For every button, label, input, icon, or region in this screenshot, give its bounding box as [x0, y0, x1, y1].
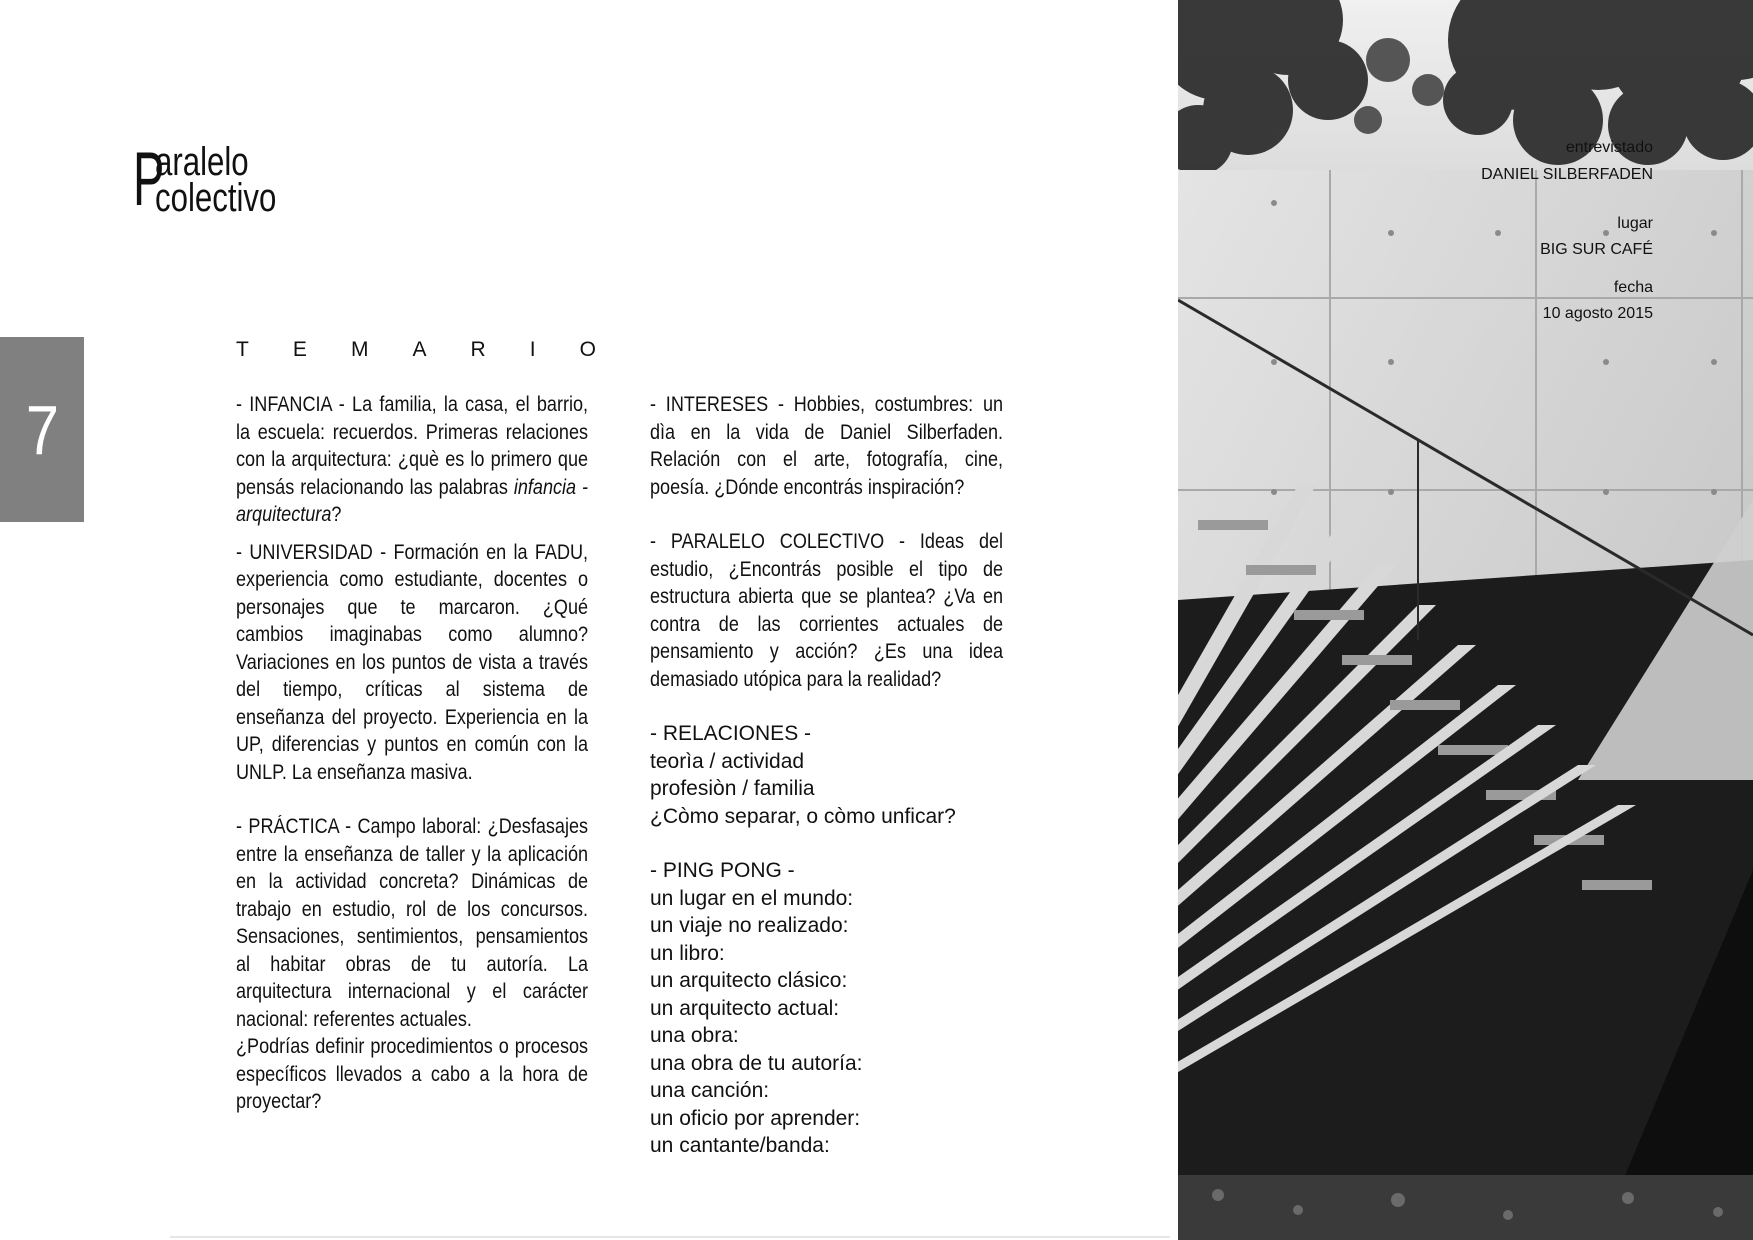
topic-infancia — [236, 391, 588, 529]
intereses-text: - INTERESES - Hobbies, costumbres: un dìa en la vida de Daniel Silberfaden. Relación con el arte, fotografía, cine, poesía. ¿Dónde encontrás inspiración? — [650, 393, 1004, 499]
right-column — [650, 391, 1003, 1160]
page-number: 7 — [25, 390, 59, 469]
place-label: lugar — [1617, 215, 1653, 232]
interviewee-label: entrevistado — [1565, 139, 1653, 156]
date-value: 10 agosto 2015 — [1542, 305, 1653, 322]
paralelo-text: - PARALELO COLECTIVO - Ideas del estudio, ¿Encontrás posible el tipo de estructura abierta que se plantea? ¿Va en contra de las corrientes actuales de pensamiento y acción? ¿Es una idea demasiado utópica para la realidad? — [650, 530, 1004, 691]
date-label: fecha — [1613, 279, 1653, 296]
list-item: profesiòn / familia — [650, 777, 815, 800]
stair-tread — [1390, 700, 1460, 710]
topic-intereses — [650, 391, 1003, 501]
list-item: - RELACIONES - — [650, 722, 812, 745]
topic-paralelo-colectivo — [650, 528, 1003, 693]
temario-letter: E — [292, 338, 307, 361]
logo-letter: P — [133, 137, 165, 222]
list-item: teorìa / actividad — [650, 749, 805, 773]
list-item: un lugar en el mundo: — [650, 886, 854, 910]
list-item: un arquitecto clásico: — [650, 969, 848, 992]
stair-tread — [1198, 520, 1268, 530]
list-item: un cantante/banda: — [650, 1134, 830, 1157]
temario-letter: R — [470, 338, 486, 361]
infancia-end: ? — [331, 503, 342, 526]
list-item: ¿Còmo separar, o còmo unficar? — [650, 804, 956, 828]
infancia-text: - INFANCIA - La familia, la casa, el barrio, la escuela: recuerdos. Primeras relaciones con la arquitectura: ¿què es lo primero que pensás relacionando las palabras — [236, 393, 589, 499]
topic-universidad — [236, 539, 588, 787]
temario-letter: M — [350, 338, 369, 361]
temario-letter: T — [236, 338, 249, 361]
procesos-text: ¿Podrías definir procedimientos o procesos específicos llevados a cabo a la hora de proyectar? — [236, 1035, 589, 1113]
topic-relaciones — [650, 720, 1003, 830]
list-item: un libro: — [650, 941, 725, 965]
logo-line1: aralelo — [155, 140, 249, 184]
page-number-tab — [0, 337, 84, 522]
temario-letter: O — [579, 338, 596, 361]
list-item: un oficio por aprender: — [650, 1106, 861, 1130]
place-value: BIG SUR CAFÉ — [1540, 241, 1653, 258]
list-item: un arquitecto actual: — [650, 996, 840, 1020]
infancia-emphasis: infancia - arquitectura — [236, 475, 589, 526]
interviewee-name: DANIEL SILBERFADEN — [1481, 166, 1653, 183]
list-item: una canción: — [650, 1079, 770, 1102]
bottom-divider — [170, 1236, 1170, 1238]
list-item: un viaje no realizado: — [650, 914, 849, 937]
staircase-photo — [1178, 0, 1753, 1240]
topic-ping-pong — [650, 857, 1003, 1160]
stair-tread — [1582, 880, 1652, 890]
list-item: una obra: — [650, 1024, 739, 1047]
temario-letter: I — [529, 338, 536, 361]
stair-tread — [1342, 655, 1412, 665]
list-item: una obra de tu autoría: — [650, 1051, 863, 1075]
practica-text: - PRÁCTICA - Campo laboral: ¿Desfasajes entre la enseñanza de taller y la aplicación en la actividad concreta? Dinámicas de trabajo en estudio, rol de los concursos. Sensaciones, sentimientos, pensamientos al habitar obras de tu autoría. La arquitectura internacional y el carácter nacional: referentes actuales. — [236, 815, 589, 1031]
left-column — [236, 391, 588, 1116]
stair-tread — [1294, 610, 1364, 620]
logo-line2: colectivo — [155, 176, 277, 220]
temario-letter: A — [412, 338, 427, 361]
list-item: - PING PONG - — [650, 859, 795, 882]
topic-practica — [236, 813, 588, 1033]
logo — [133, 137, 323, 222]
photo-illustration — [1178, 0, 1753, 1240]
temario-heading — [236, 335, 596, 365]
topic-procesos — [236, 1033, 588, 1116]
stair-tread — [1246, 565, 1316, 575]
universidad-text: - UNIVERSIDAD - Formación en la FADU, experiencia como estudiante, docentes o personajes que te marcaron. ¿Qué cambios imaginabas como alumno? Variaciones en los puntos de vista a través del tiempo, críticas al sistema de enseñanza del proyecto. Experiencia en la UP, diferencias y puntos en común con la UNLP. La enseñanza masiva. — [236, 540, 589, 784]
